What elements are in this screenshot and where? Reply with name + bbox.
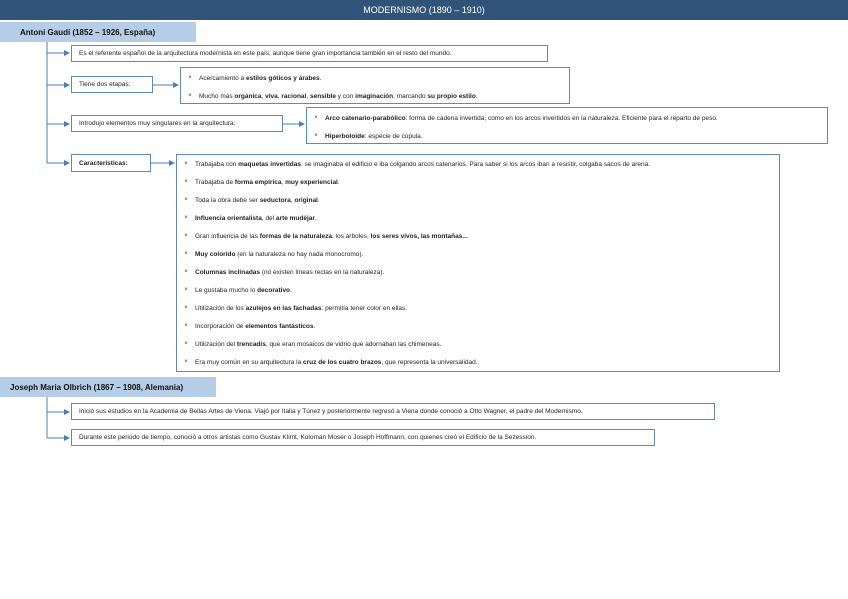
caracteristica-item [177,319,315,333]
bullet-x-icon: × [184,323,188,329]
bullet-x-icon: × [184,179,188,185]
caracteristica-item [177,337,441,351]
etapa-item-text: Mucho más orgánica, viva, racional, sensible y con imaginación, marcando su propio estilo. [199,92,478,100]
node-caracteristicas: Características: [71,154,151,172]
bullet-x-icon: × [184,305,188,311]
caracteristica-item [177,175,340,189]
caracteristica-item-text: Influencia orientalista, del arte mudéjar. [195,214,317,222]
caracteristicas-list [176,154,780,372]
bullet-x-icon: × [184,197,188,203]
caracteristica-item-text: Toda la obra debe ser seductora, original. [195,196,320,204]
bullet-x-icon: × [184,161,188,167]
etapas-list [180,67,570,104]
caracteristica-item-text: Trabajaba con maquetas invertidas: se imaginaba el edificio e iba colgando arcos catenarios. Para saber si los arcos iban a resistir, colgaba sacos de arena. [195,160,651,168]
etapa-item [181,89,478,103]
node-olbrich-sezession: Durante este periodo de tiempo, conoció a otros artistas como Gustav Klimt, Koloman Moser o Joseph Hoffmann, con quienes creó el Edificio de la Sezession. [71,429,655,446]
section-title-gaudi: Antoni Gaudí (1852 – 1926, España) [0,22,196,42]
caracteristica-item-text: Era muy común en su arquitectura la cruz de los cuatro brazos, que representa la universalidad. [195,358,478,366]
elemento-item [307,129,423,143]
elemento-item-text: Hiperboloide: especie de cúpula. [325,132,423,140]
etapa-item [181,71,321,85]
caracteristica-item [177,301,407,315]
node-elementos: Introdujo elementos muy singulares en la arquitectura: [71,115,283,132]
caracteristica-item-text: Utilización de los azulejos en las fachadas: permitía tener color en ellas. [195,304,408,312]
caracteristica-item-text: Utilización del trencadís, que eran mosaicos de vidrio que adornaban las chimeneas. [195,340,442,348]
caracteristica-item [177,283,292,297]
caracteristica-item [177,211,317,225]
caracteristica-item [177,193,320,207]
caracteristica-item-text: Trabajaba de forma empírica, muy experiencial. [195,178,340,186]
bullet-x-icon: × [184,287,188,293]
caracteristica-item [177,247,363,261]
etapa-item-text: Acercamiento a estilos góticos y árabes. [199,74,322,82]
bullet-x-icon: × [184,359,188,365]
node-etapas: Tiene dos etapas: [71,76,153,93]
bullet-x-icon: × [314,133,318,139]
caracteristica-item [177,265,384,279]
caracteristica-item [177,157,650,171]
bullet-x-icon: × [184,269,188,275]
node-olbrich-estudios: Inició sus estudios en la Academia de Bellas Artes de Viena. Viajó por Italia y Túnez y posteriormente regresó a Viena donde conoció a Otto Wagner, el padre del Modernismo. [71,403,715,420]
bullet-x-icon: × [184,341,188,347]
node-referente: Es el referente español de la arquitectura modernista en este país, aunque tiene gran importancia también en el resto del mundo. [71,45,548,62]
elemento-item [307,111,718,125]
caracteristica-item [177,355,478,369]
caracteristica-item-text: Incorporación de elementos fantásticos. [195,322,316,330]
bullet-x-icon: × [314,115,318,121]
caracteristica-item [177,229,468,243]
caracteristica-item-text: Columnas inclinadas (no existen líneas rectas en la naturaleza). [195,268,385,276]
bullet-x-icon: × [188,75,192,81]
bullet-x-icon: × [184,233,188,239]
section-title-olbrich: Joseph Maria Olbrich (1867 – 1908, Alemania) [0,377,216,397]
elemento-item-text: Arco catenario-parabólico: forma de cadena invertida, como en los arcos invertidos en la naturaleza. Eficiente para el reparto de peso. [325,114,718,122]
caracteristica-item-text: Gran influencia de las formas de la naturaleza: los árboles, los seres vivos, las montañas... [195,232,468,240]
caracteristica-item-text: Le gustaba mucho lo decorativo. [195,286,292,294]
elementos-list [306,107,828,144]
bullet-x-icon: × [184,215,188,221]
bullet-x-icon: × [188,93,192,99]
caracteristica-item-text: Muy colorido (en la naturaleza no hay nada monocromo). [195,250,364,258]
bullet-x-icon: × [184,251,188,257]
page-title: MODERNISMO (1890 – 1910) [0,0,848,20]
